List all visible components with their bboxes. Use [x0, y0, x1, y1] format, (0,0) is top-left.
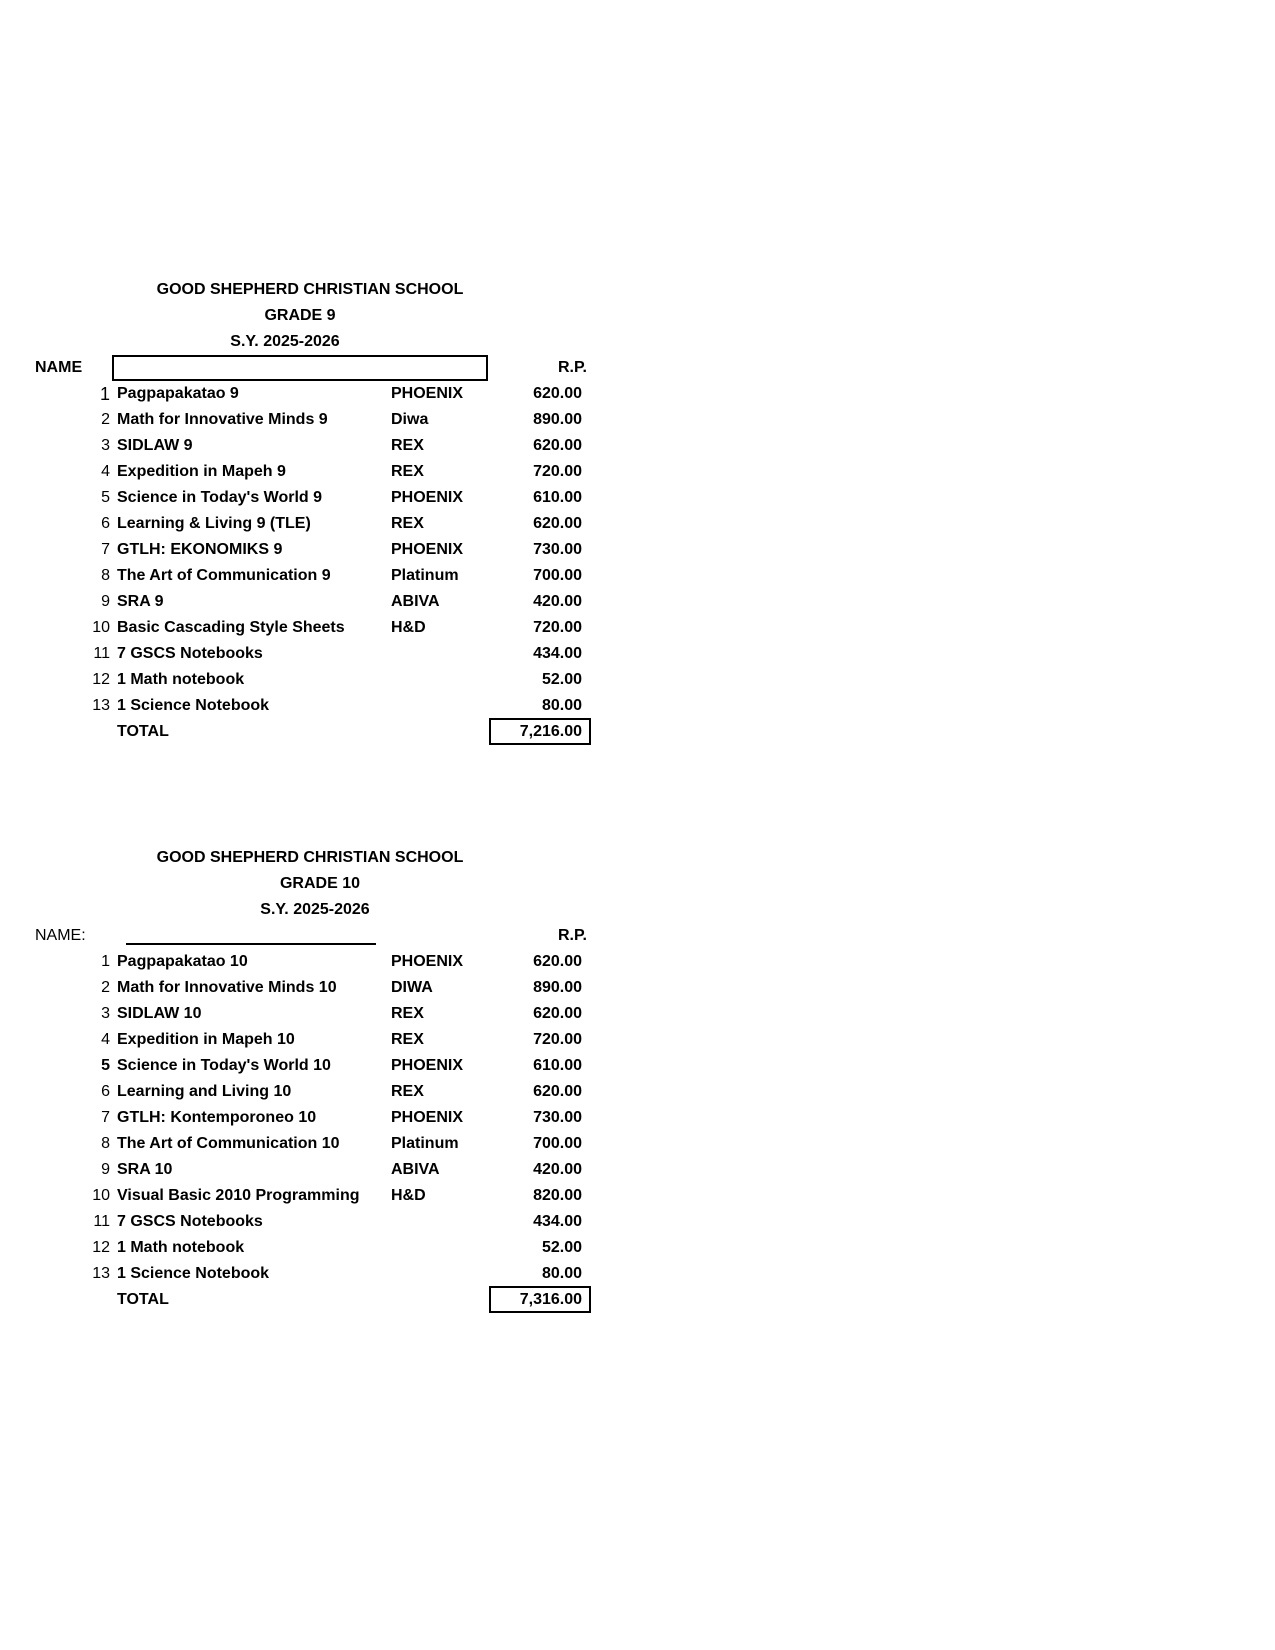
item-number: 11 — [93, 1213, 110, 1230]
book-title: Math for Innovative Minds 10 — [117, 979, 337, 996]
book-title: Visual Basic 2010 Programming — [117, 1187, 360, 1204]
table-row — [0, 618, 620, 644]
book-title: SIDLAW 10 — [117, 1005, 202, 1022]
school-name: GOOD SHEPHERD CHRISTIAN SCHOOL — [156, 281, 464, 298]
publisher: PHOENIX — [391, 953, 464, 970]
publisher: Platinum — [391, 1135, 459, 1152]
table-row — [0, 514, 620, 540]
book-title: Science in Today's World 9 — [117, 489, 323, 506]
item-number: 6 — [101, 1083, 110, 1100]
price: 700.00 — [533, 1135, 582, 1152]
book-title: Expedition in Mapeh 9 — [117, 463, 286, 480]
book-title: Pagpapakatao 9 — [117, 385, 239, 402]
price: 890.00 — [533, 411, 582, 428]
price: 890.00 — [533, 979, 582, 996]
book-title: SRA 10 — [117, 1161, 173, 1178]
book-title: The Art of Communication 10 — [117, 1135, 340, 1152]
table-row — [0, 1160, 620, 1186]
book-title: GTLH: Kontemporoneo 10 — [117, 1109, 317, 1126]
book-title: 1 Science Notebook — [117, 1265, 270, 1282]
book-title: Expedition in Mapeh 10 — [117, 1031, 295, 1048]
publisher: ABIVA — [391, 593, 440, 610]
book-title: 1 Science Notebook — [117, 697, 270, 714]
book-title: Math for Innovative Minds 9 — [117, 411, 328, 428]
item-number: 5 — [101, 489, 110, 506]
book-title: Learning and Living 10 — [117, 1083, 292, 1100]
item-number: 1 — [101, 953, 110, 970]
item-number: 4 — [101, 463, 110, 480]
price: 80.00 — [541, 697, 582, 714]
grade-title: GRADE 9 — [264, 307, 336, 324]
table-row — [0, 488, 620, 514]
table-row — [0, 1056, 620, 1082]
publisher: Platinum — [391, 567, 459, 584]
item-number: 10 — [92, 619, 110, 636]
price: 610.00 — [533, 1057, 582, 1074]
publisher: PHOENIX — [391, 1057, 464, 1074]
item-number: 12 — [92, 1239, 110, 1256]
book-title: Pagpapakatao 10 — [117, 953, 248, 970]
table-row — [0, 1134, 620, 1160]
table-row — [0, 1212, 620, 1238]
publisher: PHOENIX — [391, 1109, 464, 1126]
item-number: 4 — [101, 1031, 110, 1048]
item-number: 12 — [92, 671, 110, 688]
publisher: REX — [391, 515, 424, 532]
item-number: 13 — [92, 1265, 110, 1282]
table-row — [0, 566, 620, 592]
item-number: 9 — [101, 1161, 110, 1178]
book-title: 1 Math notebook — [117, 1239, 245, 1256]
school-name: GOOD SHEPHERD CHRISTIAN SCHOOL — [156, 849, 464, 866]
total-amount: 7,216.00 — [519, 723, 582, 740]
table-row — [0, 540, 620, 566]
book-title: GTLH: EKONOMIKS 9 — [117, 541, 283, 558]
publisher: ABIVA — [391, 1161, 440, 1178]
item-number: 13 — [92, 697, 110, 714]
item-number: 7 — [101, 1109, 110, 1126]
price: 610.00 — [533, 489, 582, 506]
price-header: R.P. — [557, 927, 587, 944]
book-title: Science in Today's World 10 — [117, 1057, 331, 1074]
price: 720.00 — [533, 1031, 582, 1048]
price: 730.00 — [533, 541, 582, 558]
table-row — [0, 592, 620, 618]
publisher: H&D — [391, 619, 426, 636]
table-row — [0, 1004, 620, 1030]
book-title: SRA 9 — [117, 593, 164, 610]
price: 620.00 — [533, 385, 582, 402]
book-title: The Art of Communication 9 — [117, 567, 331, 584]
price: 620.00 — [533, 1083, 582, 1100]
item-number: 8 — [101, 1135, 110, 1152]
table-row — [0, 436, 620, 462]
price: 720.00 — [533, 463, 582, 480]
table-row — [0, 644, 620, 670]
publisher: Diwa — [391, 411, 429, 428]
item-number: 5 — [101, 1057, 110, 1074]
name-label: NAME: — [35, 927, 86, 944]
table-row — [0, 1238, 620, 1264]
item-number: 2 — [101, 411, 110, 428]
price: 420.00 — [533, 1161, 582, 1178]
table-row — [0, 952, 620, 978]
name-field[interactable] — [112, 355, 488, 381]
name-field[interactable] — [126, 943, 376, 945]
name-label: NAME — [35, 359, 83, 376]
book-title: Basic Cascading Style Sheets — [117, 619, 345, 636]
publisher: REX — [391, 463, 424, 480]
table-row — [0, 384, 620, 410]
total-label: TOTAL — [117, 1291, 169, 1308]
grade-10-book-list — [0, 848, 1275, 1328]
grade-title: GRADE 10 — [279, 875, 361, 892]
price: 620.00 — [533, 515, 582, 532]
publisher: REX — [391, 1031, 424, 1048]
total-label: TOTAL — [117, 723, 169, 740]
publisher: REX — [391, 437, 424, 454]
item-number: 2 — [101, 979, 110, 996]
table-row — [0, 1108, 620, 1134]
price: 720.00 — [533, 619, 582, 636]
item-number: 3 — [101, 437, 110, 454]
item-number: 10 — [92, 1187, 110, 1204]
table-row — [0, 670, 620, 696]
table-row — [0, 1030, 620, 1056]
item-number: 1 — [99, 384, 110, 404]
publisher: REX — [391, 1083, 424, 1100]
grade-9-book-list — [0, 280, 1275, 760]
publisher: REX — [391, 1005, 424, 1022]
item-number: 7 — [101, 541, 110, 558]
school-year: S.Y. 2025-2026 — [230, 333, 340, 350]
publisher: PHOENIX — [391, 385, 464, 402]
price: 80.00 — [541, 1265, 582, 1282]
total-amount: 7,316.00 — [519, 1291, 582, 1308]
price: 52.00 — [541, 671, 582, 688]
publisher: DIWA — [391, 979, 433, 996]
book-title: 7 GSCS Notebooks — [117, 645, 263, 662]
price: 434.00 — [533, 645, 582, 662]
price: 52.00 — [541, 1239, 582, 1256]
table-row — [0, 978, 620, 1004]
price: 434.00 — [533, 1213, 582, 1230]
item-number: 6 — [101, 515, 110, 532]
publisher: PHOENIX — [391, 541, 464, 558]
item-number: 11 — [93, 645, 110, 662]
item-number: 9 — [101, 593, 110, 610]
price: 620.00 — [533, 953, 582, 970]
book-title: 7 GSCS Notebooks — [117, 1213, 263, 1230]
price-header: R.P. — [557, 359, 587, 376]
book-title: SIDLAW 9 — [117, 437, 193, 454]
publisher: PHOENIX — [391, 489, 464, 506]
price: 700.00 — [533, 567, 582, 584]
table-row — [0, 410, 620, 436]
table-row — [0, 1082, 620, 1108]
publisher: H&D — [391, 1187, 426, 1204]
school-year: S.Y. 2025-2026 — [260, 901, 370, 918]
book-title: 1 Math notebook — [117, 671, 245, 688]
price: 820.00 — [533, 1187, 582, 1204]
table-row — [0, 1186, 620, 1212]
item-number: 3 — [101, 1005, 110, 1022]
item-number: 8 — [101, 567, 110, 584]
book-title: Learning & Living 9 (TLE) — [117, 515, 311, 532]
price: 620.00 — [533, 1005, 582, 1022]
price: 620.00 — [533, 437, 582, 454]
table-row — [0, 462, 620, 488]
price: 420.00 — [533, 593, 582, 610]
price: 730.00 — [533, 1109, 582, 1126]
